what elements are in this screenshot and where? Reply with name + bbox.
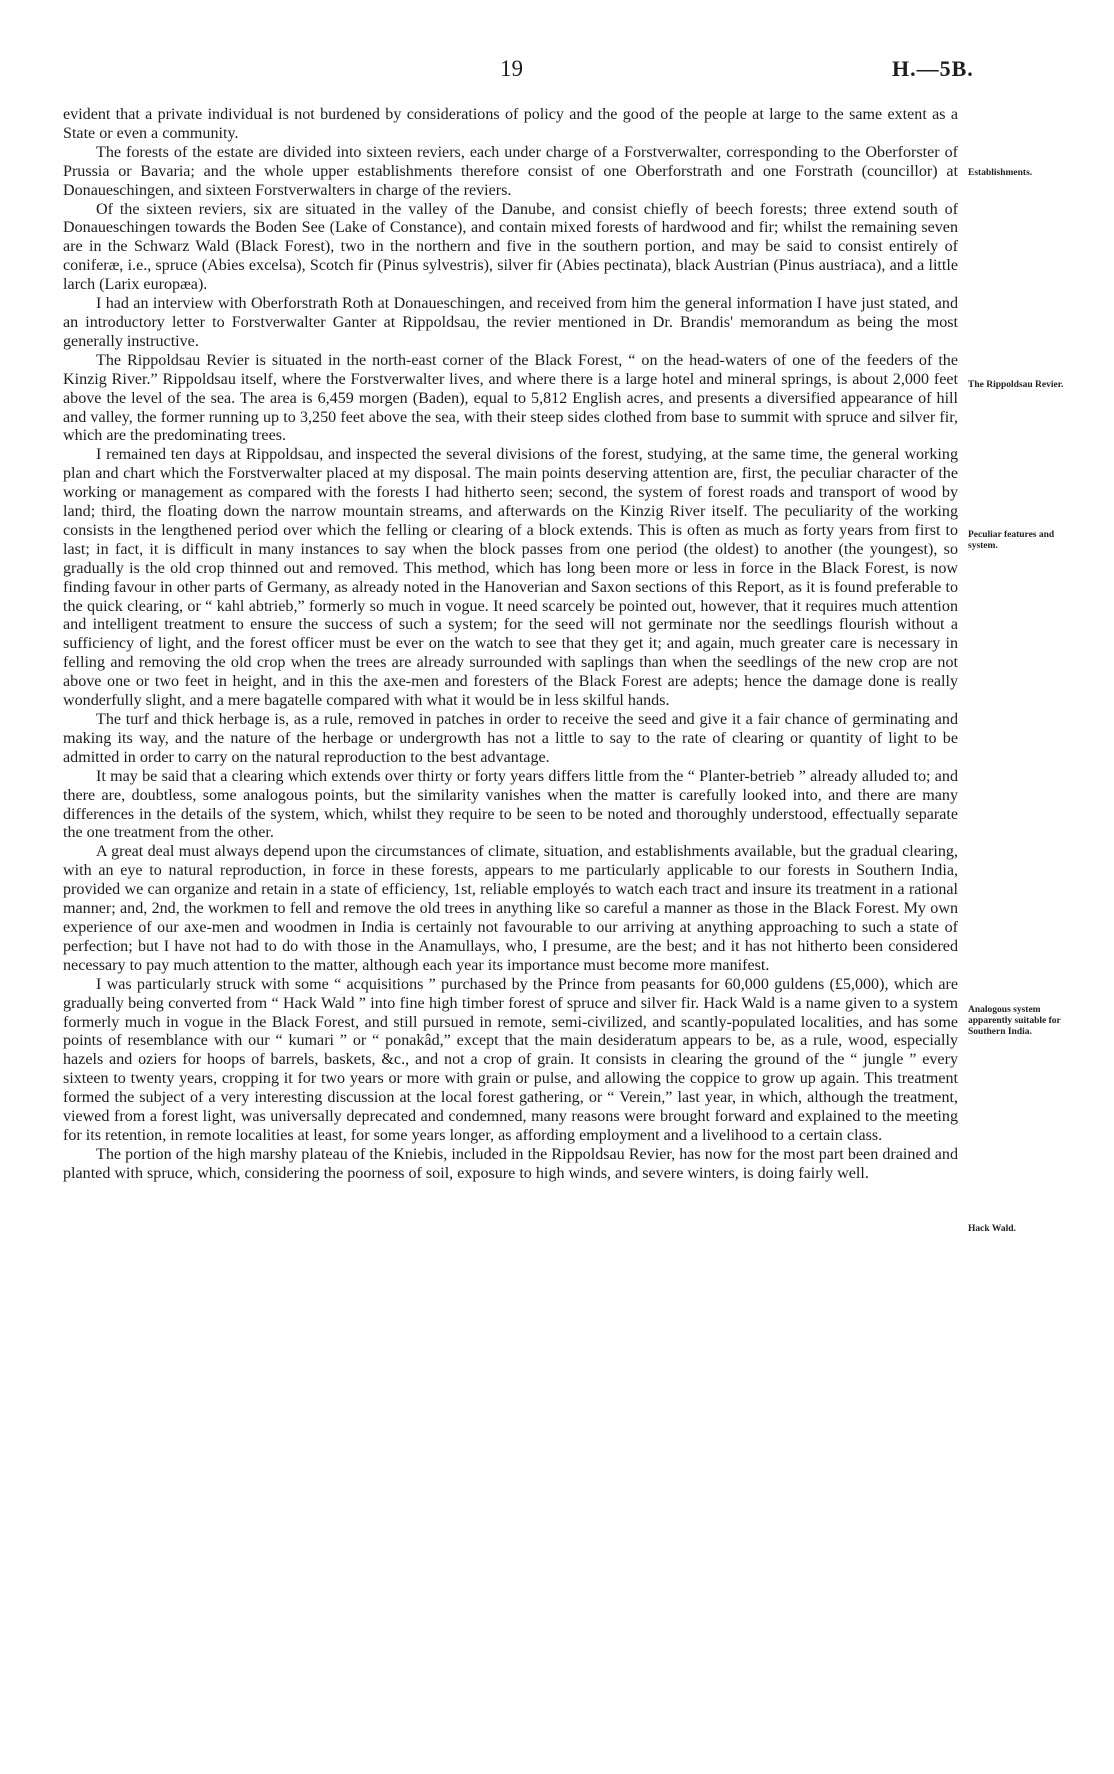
margin-note: Hack Wald. [968, 1224, 1016, 1234]
body-text [63, 106, 958, 1184]
margin-note: Analogous system apparently suitable for Southern India. [968, 1005, 1061, 1037]
paragraph: A great deal must always depend upon the circumstances of climate, situation, and establishments available, but the gradual clearing, with an eye to natural reproduction, in force in these forests, appears to me particularly applicable to our forests in Southern India, provided we can organize and retain in a state of efficiency, 1st, reliable employés to watch each tract and insure its treatment in a rational manner; and, 2nd, the workmen to fell and remove the old trees in anything like so careful a manner as those in the Black Forest. My own experience of our axe-men and woodmen in India is certainly not favourable to our arriving at anything approaching to such a state of perfection; but I have not had to do with those in the Anamullays, who, I presume, are the best; and it has not hitherto been considered necessary to pay much attention to the matter, although each year its importance must become more manifest. [63, 843, 958, 974]
paragraph: I was particularly struck with some “ acquisitions ” purchased by the Prince from peasants for 60,000 guldens (£5,000), which are gradually being converted from “ Hack Wald ” into fine high timber forest of spruce and silver fir. Hack Wald is a name given to a system formerly much in vogue in the Black Forest, and still pursued in remote, semi-civilized, and scantly-populated localities, and has some points of resemblance with our “ kumari ” or “ ponakâd,” except that the main desideratum appears to be, as a rule, wood, especially hazels and oziers for hoops of barrels, baskets, &c., and not a crop of grain. It consists in clearing the ground of the “ jungle ” every sixteen to twenty years, cropping it for two years or more with grain or pulse, and allowing the coppice to grow up again. This treatment formed the subject of a very interesting discussion at the local forest gathering, or “ Verein,” last year, in which, although the treatment, viewed from a forest light, was universally deprecated and condemned, many reasons were brought forward and explained to the meeting for its retention, in remote localities at least, for some years longer, as affording employment and a livelihood to a certain class. [63, 975, 958, 1144]
page-number: 19 [500, 56, 523, 81]
paragraph: The Rippoldsau Revier is situated in the north-east corner of the Black Forest, “ on the head-waters of one of the feeders of the Kinzig River.” Rippoldsau itself, where the Forstverwalter lives, and where there is a large hotel and mineral springs, is about 2,000 feet above the level of the sea. The area is 6,459 morgen (Baden), equal to 5,812 English acres, and presents a diversified appearance of hill and valley, the former running up to 3,250 feet above the sea, with their steep sides clothed from base to summit with spruce and silver fir, which are the predominating trees. [63, 351, 958, 445]
paragraph: The portion of the high marshy plateau of the Kniebis, included in the Rippoldsau Revier, has now for the most part been drained and planted with spruce, which, considering the poorness of soil, exposure to high winds, and severe winters, is doing fairly well. [63, 1145, 958, 1182]
paragraph: evident that a private individual is not burdened by considerations of policy and the good of the people at large to the same extent as a State or even a community. [63, 106, 958, 142]
margin-note: Peculiar features and system. [968, 530, 1055, 551]
margin-note: Establishments. [968, 168, 1033, 178]
paragraph: Of the sixteen reviers, six are situated in the valley of the Danube, and consist chiefly of beech forests; three extend south of Donaueschingen towards the Boden See (Lake of Constance), and contain mixed forests of hardwood and fir; whilst the remaining seven are in the Schwarz Wald (Black Forest), two in the northern and five in the southern portion, and may be said to consist entirely of coniferæ, i.e., spruce (Abies excelsa), Scotch fir (Pinus sylvestris), silver fir (Abies pectinata), black Austrian (Pinus austriaca), and a little larch (Larix europæa). [63, 200, 958, 294]
margin-note: The Rippoldsau Revier. [968, 380, 1064, 390]
page-reference: H.—5B. [892, 56, 974, 81]
paragraph: I had an interview with Oberforstrath Roth at Donaueschingen, and received from him the general information I have just stated, and an introductory letter to Forstverwalter Ganter at Rippoldsau, the revier mentioned in Dr. Brandis' memorandum as being the most generally instructive. [63, 295, 958, 350]
paragraph: The forests of the estate are divided into sixteen reviers, each under charge of a Forstverwalter, corresponding to the Oberforster of Prussia or Bavaria; and the whole upper establishments therefore consist of one Oberforstrath and one Forstrath (councillor) at Donaueschingen, and sixteen Forstverwalters in charge of the reviers. [63, 143, 958, 199]
paragraph: The turf and thick herbage is, as a rule, removed in patches in order to receive the seed and give it a fair chance of germinating and making its way, and the nature of the herbage or undergrowth has not a little to say to the rate of clearing or quantity of light to be admitted in order to carry on the natural reproduction to the best advantage. [63, 711, 958, 766]
paragraph: It may be said that a clearing which extends over thirty or forty years differs little from the “ Planter-betrieb ” already alluded to; and there are, doubtless, some analogous points, but the similarity vanishes when the matter is carefully looked into, and there are many differences in the details of the system, which, whilst they require to be seen to be noted and thoroughly understood, effectually separate the one treatment from the other. [63, 767, 958, 842]
page-header [0, 56, 1114, 86]
paragraph: I remained ten days at Rippoldsau, and inspected the several divisions of the forest, studying, at the same time, the general working plan and chart which the Forstverwalter placed at my disposal. The main points deserving attention are, first, the peculiar character of the working or management as compared with the forests I had hitherto seen; second, the system of forest roads and transport of wood by land; third, the floating down the narrow mountain streams, and afterwards on the Kinzig River itself. The peculiarity of the working consists in the lengthened period over which the felling or clearing of a block extends. This is often as much as forty years from first to last; in fact, it is difficult in many instances to say when the block passes from one period (the oldest) to another (the youngest), so gradually is the old crop thinned out and removed. This method, which has long been more or less in force in the Black Forest, is now finding favour in other parts of Germany, as already noted in the Hanoverian and Saxon sections of this Report, as it is found preferable to the quick clearing, or “ kahl abtrieb,” formerly so much in vogue. It need scarcely be pointed out, however, that it requires much attention and intelligent treatment to ensure the success of such a system; for the seed will not germinate nor the seedlings flourish without a sufficiency of light, and the forest officer must be ever on the watch to see that they get it; and again, much greater care is necessary in felling and removing the old crop when the trees are already surrounded with saplings than when the seedlings of the new crop are not above one or two feet in height, and in this the axe-men and foresters of the Black Forest are adepts; hence the damage done is really wonderfully slight, and a mere bagatelle compared with what it would be in less skilful hands. [63, 446, 958, 710]
